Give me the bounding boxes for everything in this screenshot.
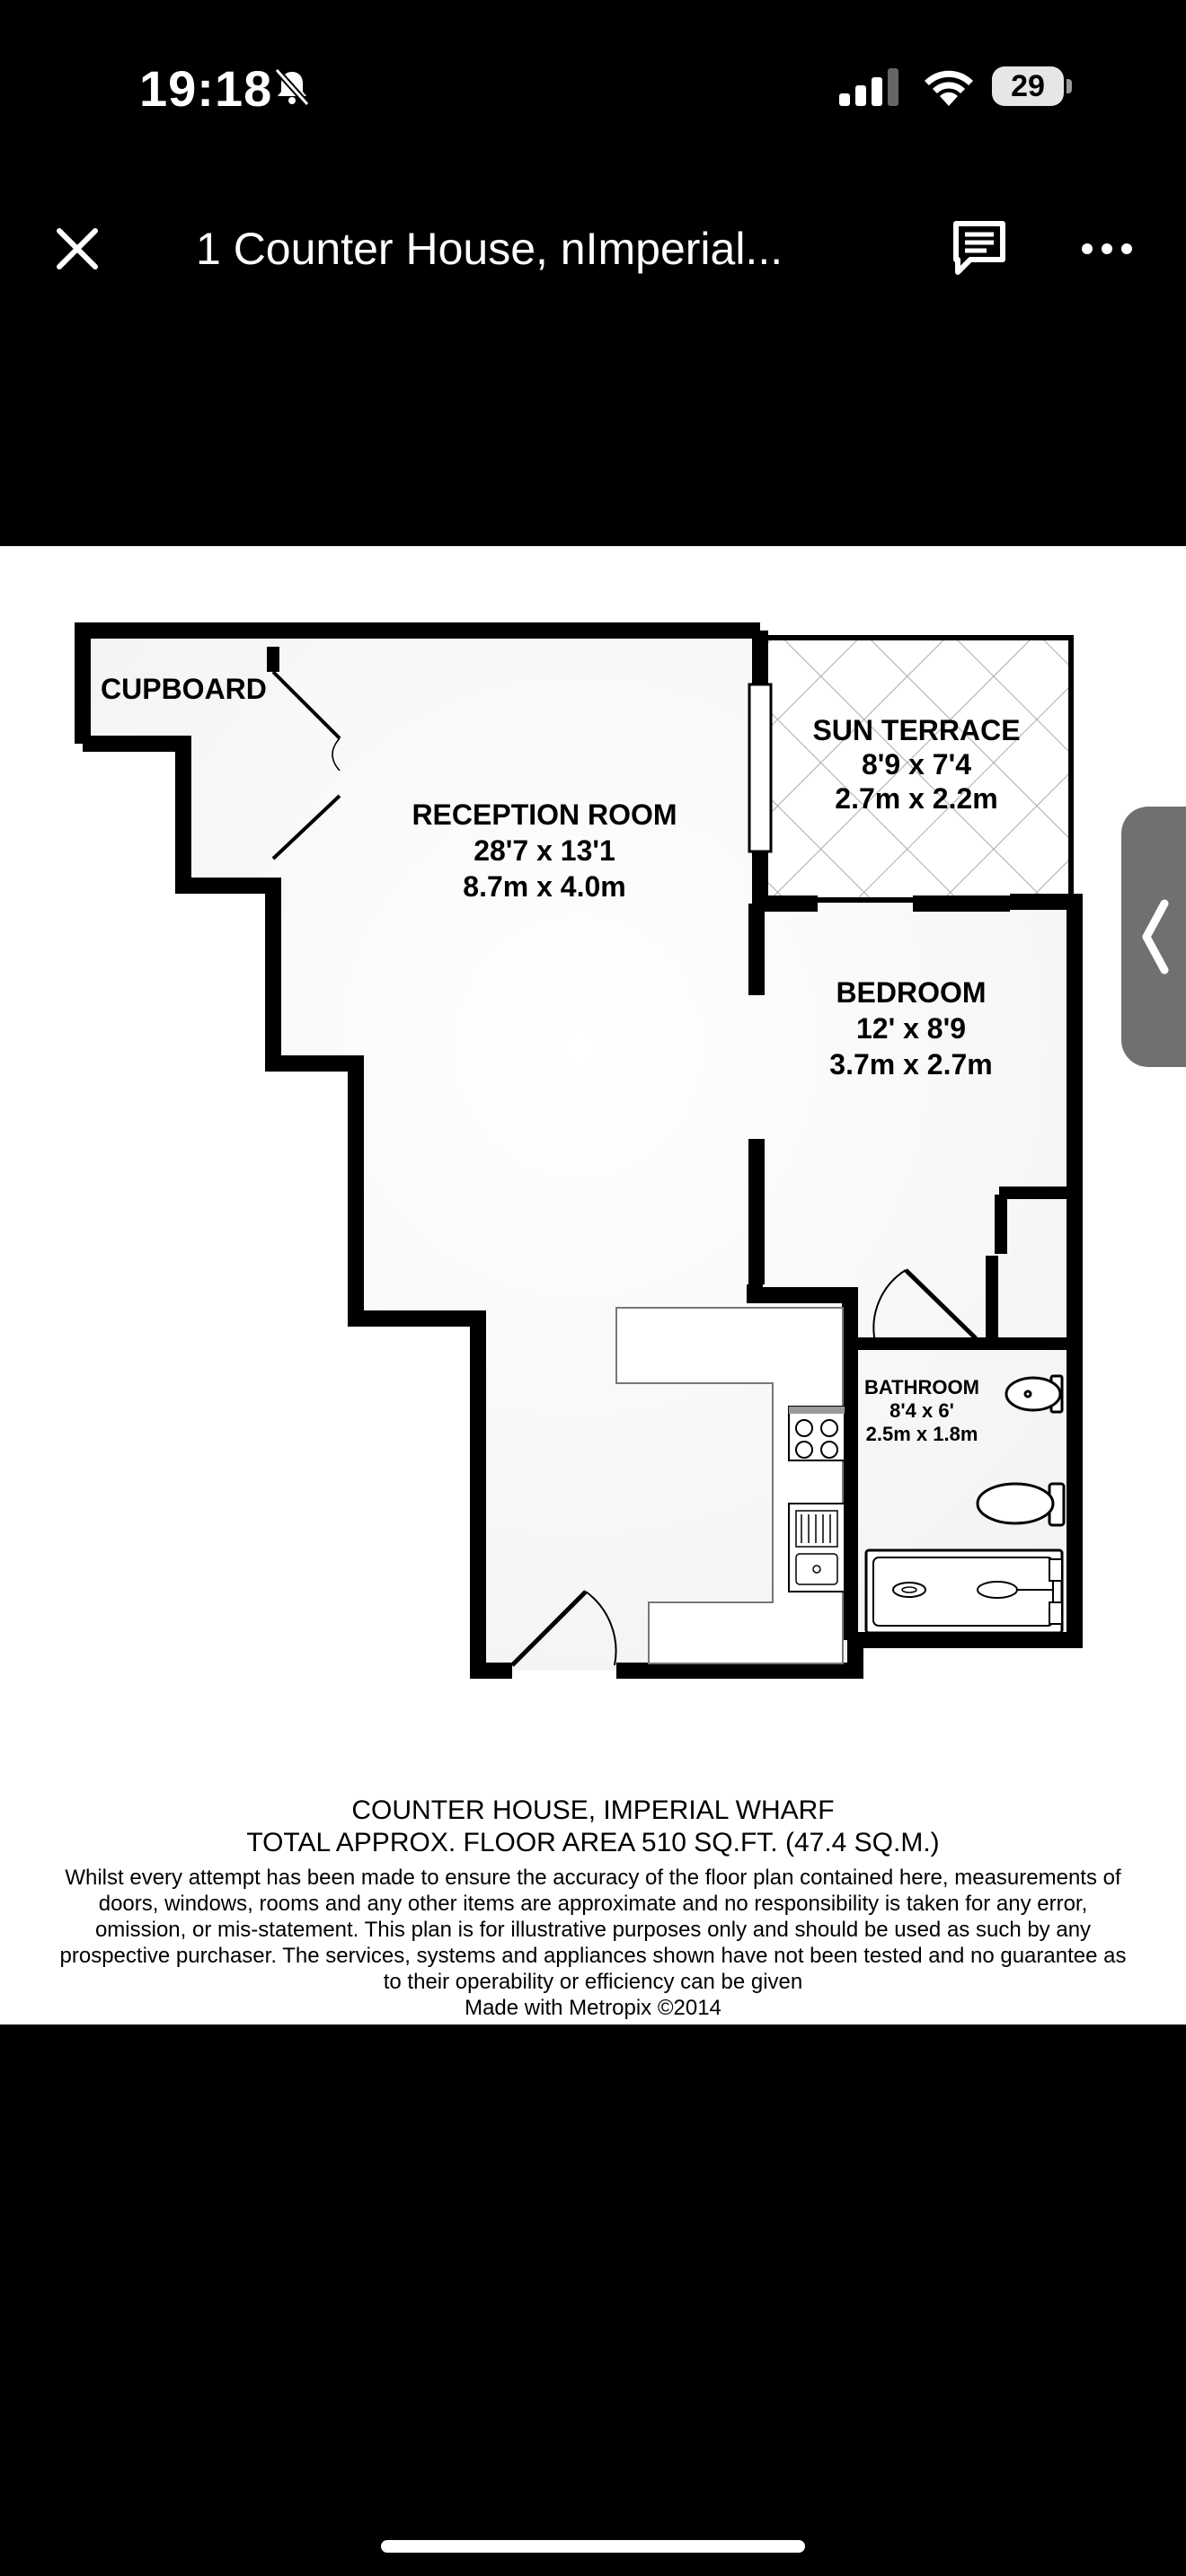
hob-icon [789, 1407, 845, 1460]
sink-icon [789, 1504, 845, 1592]
more-options-icon[interactable] [1075, 216, 1139, 281]
status-bar [0, 0, 1186, 171]
bell-slash-icon [271, 66, 313, 108]
floorplan-image[interactable] [0, 546, 1186, 2025]
caption-disclaimer: Whilst every attempt has been made to ensure the accuracy of the floor plan contained here, measurements of doors, windows, rooms and any other items are approximate and no responsibility is taken for any error, omission, or mis-statement. This plan is for illustrative purposes only and should be used as such by any prospective purchaser. The services, systems and appliances shown have not been tested and no guarantee as to their operability or efficiency can be given [59, 1866, 1127, 1994]
side-panel-handle[interactable] [1121, 807, 1186, 1067]
terrace-name: SUN TERRACE [812, 714, 1021, 746]
cellular-signal-icon [839, 68, 900, 106]
terrace-imperial: 8'9 x 7'4 [862, 748, 971, 781]
battery-cap [1067, 79, 1072, 93]
battery-indicator [992, 66, 1073, 106]
floorplan-drawing [0, 546, 1186, 1759]
toilet-icon [978, 1484, 1064, 1525]
floorplan-caption [0, 1795, 1186, 2022]
reception-metric: 8.7m x 4.0m [463, 870, 626, 903]
terrace-metric: 2.7m x 2.2m [835, 782, 998, 815]
chevron-left-icon [1121, 807, 1186, 1067]
caption-floor-area: TOTAL APPROX. FLOOR AREA 510 SQ.FT. (47.4 SQ.M.) [246, 1828, 940, 1857]
caption-credit: Made with Metropix ©2014 [465, 1996, 721, 2020]
top-bar [0, 184, 1186, 310]
bedroom-imperial: 12' x 8'9 [856, 1012, 966, 1045]
bedroom-name: BEDROOM [836, 976, 987, 1009]
reception-imperial: 28'7 x 13'1 [474, 834, 615, 867]
basin-icon [1006, 1376, 1062, 1412]
bathroom-name: BATHROOM [864, 1376, 979, 1398]
bathroom-metric: 2.5m x 1.8m [865, 1423, 978, 1445]
home-indicator[interactable] [381, 2540, 805, 2553]
close-icon[interactable] [45, 216, 110, 281]
bedroom-metric: 3.7m x 2.7m [829, 1048, 993, 1081]
wifi-icon [920, 63, 978, 108]
caption-address: COUNTER HOUSE, IMPERIAL WHARF [351, 1795, 835, 1825]
shower-icon [866, 1550, 1062, 1633]
bathroom-imperial: 8'4 x 6' [890, 1399, 954, 1422]
battery-level: 29 [1011, 69, 1045, 103]
reception-name: RECEPTION ROOM [412, 798, 677, 831]
cupboard-label: CUPBOARD [101, 673, 267, 705]
page-title: 1 Counter House, nImperial... [196, 224, 783, 274]
status-time: 19:18 [139, 60, 273, 117]
comment-icon[interactable] [947, 216, 1012, 281]
